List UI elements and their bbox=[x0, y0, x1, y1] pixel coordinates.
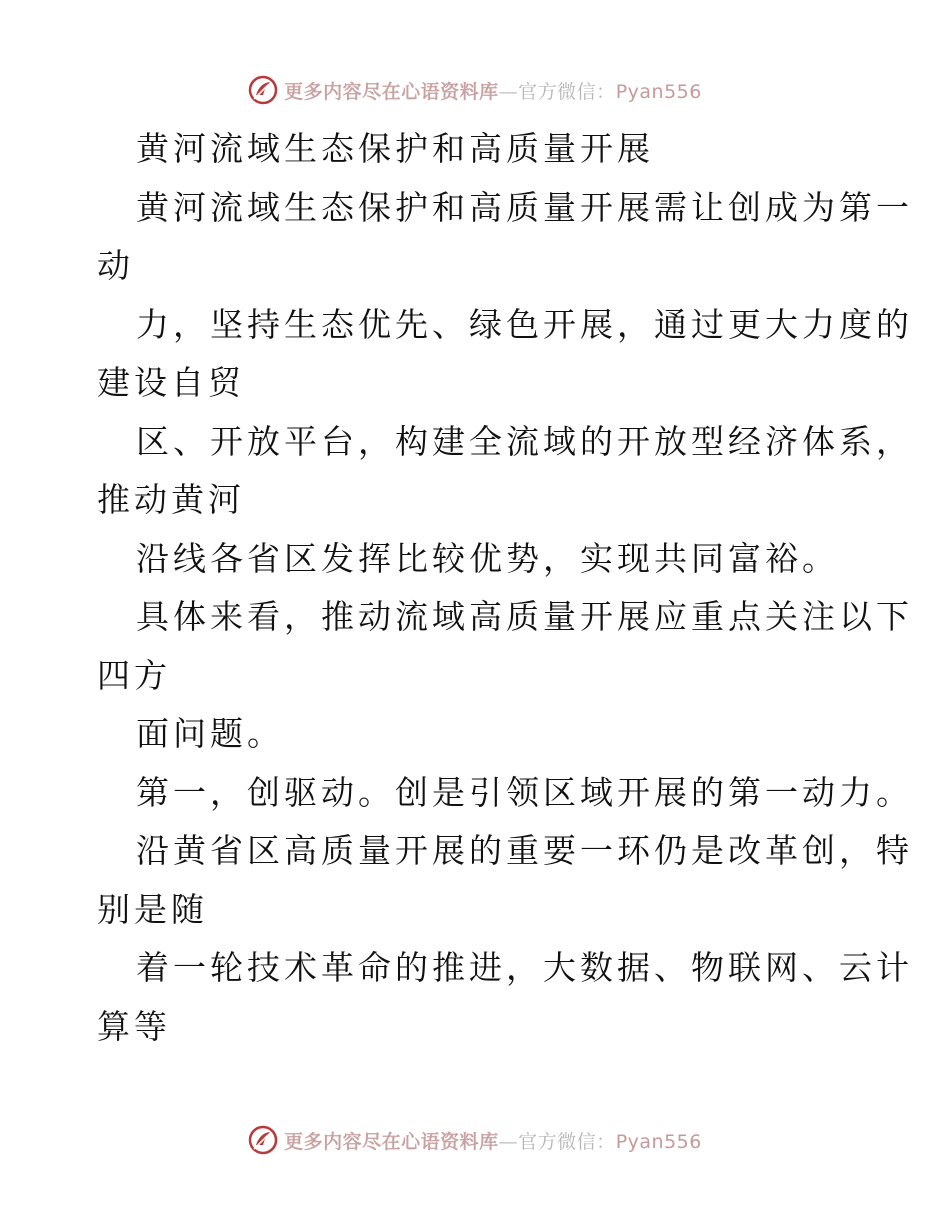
footer-banner-id: Pyan556 bbox=[615, 1130, 702, 1153]
header-banner-main: 更多内容尽在心语资料库 bbox=[284, 80, 499, 103]
document-line: 着一轮技术革命的推进，大数据、物联网、云计 bbox=[136, 948, 913, 987]
document-line: 动 bbox=[97, 246, 134, 285]
footer-banner bbox=[0, 1120, 950, 1160]
document-line: 黄河流域生态保护和高质量开展 bbox=[136, 129, 654, 168]
document-line: 别是随 bbox=[97, 889, 208, 929]
document-line: 沿黄省区高质量开展的重要一环仍是改革创，特 bbox=[136, 831, 913, 870]
document-line: 区、开放平台，构建全流域的开放型经济体系， bbox=[136, 421, 913, 461]
header-banner bbox=[0, 70, 950, 110]
footer-banner-wechat: 官方微信： bbox=[518, 1130, 616, 1153]
header-banner-id: Pyan556 bbox=[615, 80, 702, 103]
footer-banner-main: 更多内容尽在心语资料库 bbox=[284, 1130, 499, 1153]
header-banner-sep: — bbox=[498, 80, 519, 103]
document-line: 力，坚持生态优先、绿色开展，通过更大力度的 bbox=[136, 304, 913, 344]
document-line: 第一，创驱动。创是引领区域开展的第一动力。 bbox=[136, 772, 913, 812]
document-line: 建设自贸 bbox=[97, 363, 245, 402]
library-logo-icon bbox=[248, 1125, 278, 1155]
document-line: 沿线各省区发挥比较优势，实现共同富裕。 bbox=[136, 538, 839, 578]
header-banner-wechat: 官方微信： bbox=[518, 80, 616, 103]
document-line: 具体来看，推动流域高质量开展应重点关注以下 bbox=[136, 597, 913, 636]
document-line: 四方 bbox=[97, 655, 171, 695]
document-line: 黄河流域生态保护和高质量开展需让创成为第一 bbox=[136, 187, 913, 227]
document-body bbox=[97, 120, 913, 1056]
document-line: 面问题。 bbox=[136, 714, 284, 753]
footer-banner-sep: — bbox=[498, 1130, 519, 1153]
document-line: 算等 bbox=[97, 1006, 171, 1046]
document-line: 推动黄河 bbox=[97, 480, 245, 519]
library-logo-icon bbox=[248, 75, 278, 105]
